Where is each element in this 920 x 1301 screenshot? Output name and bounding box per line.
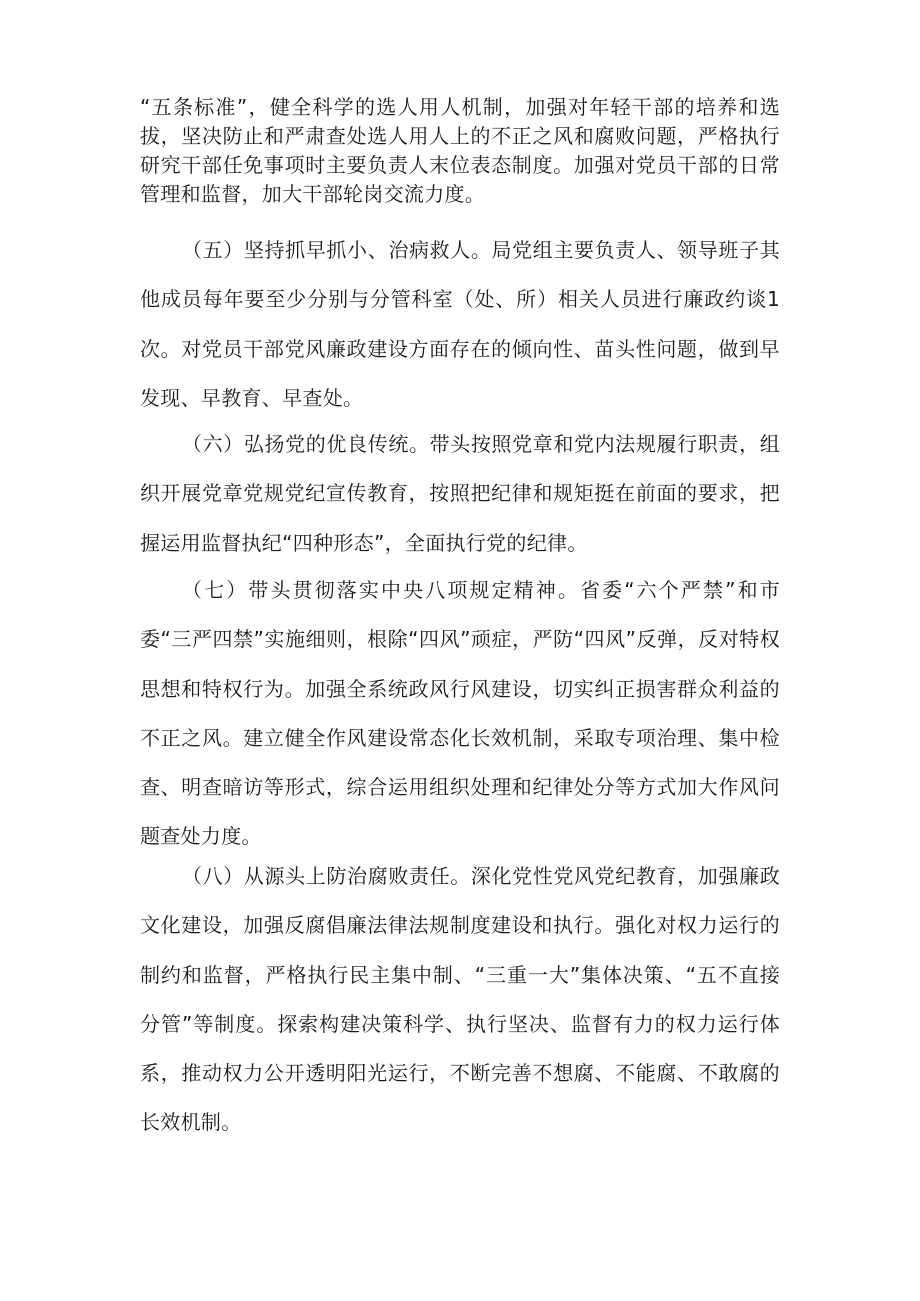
paragraph-section-6: （六）弘扬党的优良传统。带头按照党章和党内法规履行职责，组织开展党章党规党纪宣传教育，按照把纪律和规矩挺在前面的要求，把握运用监督执纪“四种形态”，全面执行党的纪律。 [140,432,780,555]
paragraph-section-8: （八）从源头上防治腐败责任。深化党性党风党纪教育，加强廉政文化建设，加强反腐倡廉法律法规制度建设和执行。强化对权力运行的制约和监督，严格执行民主集中制、“三重一大”集体决策、“五不直接分管”等制度。探索构建决策科学、执行坚决、监督有力的权力运行体系，推动权力公开透明阳光运行，不断完善不想腐、不能腐、不敢腐的长效机制。 [140,864,780,1135]
paragraph-section-7: （七）带头贯彻落实中央八项规定精神。省委“六个严禁”和市委“三严四禁”实施细则，根除“四风”顽症，严防“四风”反弹，反对特权思想和特权行为。加强全系统政风行风建设，切实纠正损害群众利益的不正之风。建立健全作风建设常态化长效机制，采取专项治理、集中检查、明查暗访等形式，综合运用组织处理和纪律处分等方式加大作风问题查处力度。 [140,578,780,849]
paragraph-cadre-selection: “五条标准”，健全科学的选人用人机制，加强对年轻干部的培养和选拔，坚决防止和严肃查处选人用人上的不正之风和腐败问题，严格执行研究干部任免事项时主要负责人末位表态制度。加强对党员干部的日常管理和监督，加大干部轮岗交流力度。 [140,95,780,206]
paragraph-section-5: （五）坚持抓早抓小、治病救人。局党组主要负责人、领导班子其他成员每年要至少分别与分管科室（处、所）相关人员进行廉政约谈1次。对党员干部党风廉政建设方面存在的倾向性、苗头性问题，做到早发现、早教育、早查处。 [140,238,780,410]
